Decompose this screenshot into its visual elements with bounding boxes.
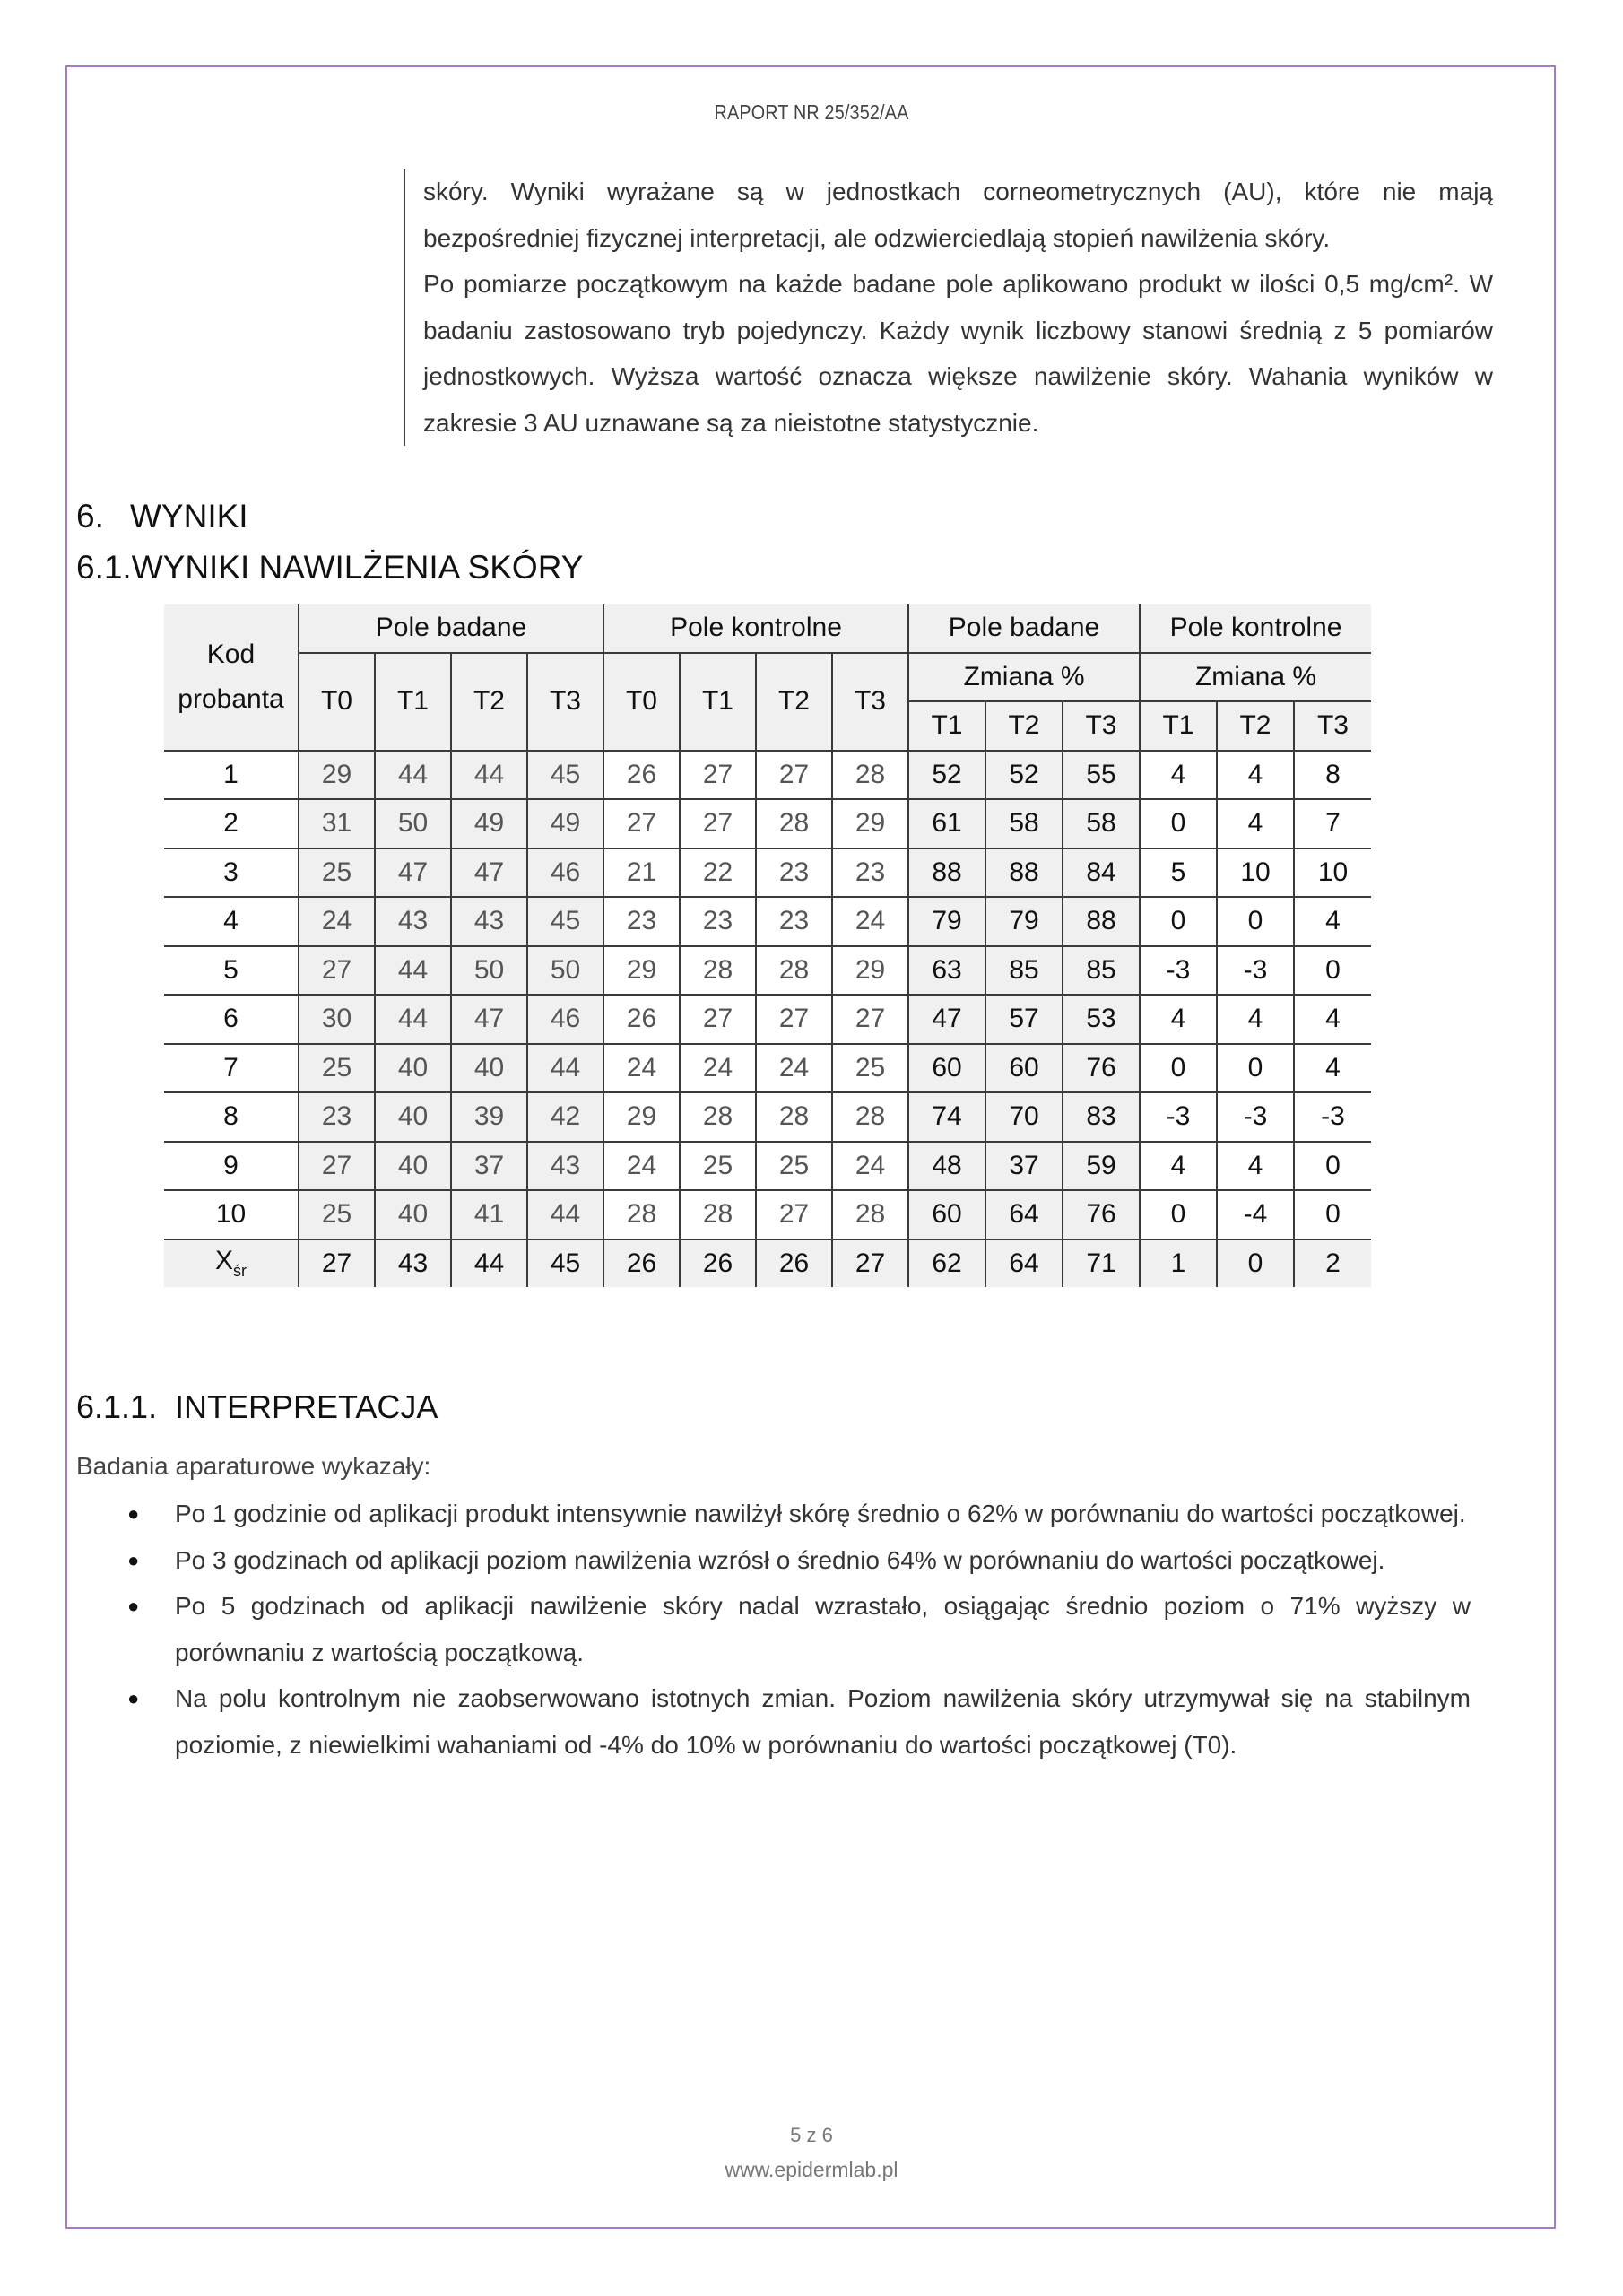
cell-tested-change: 88 [1063, 897, 1140, 946]
cell-tested-change: 59 [1063, 1142, 1140, 1191]
cell-tested-change: 79 [985, 897, 1063, 946]
list-item-text: Po 3 godzinach od aplikacji poziom nawilżenia wzrósł o średnio 64% w porównaniu do wartości początkowej. [175, 1545, 1385, 1574]
cell-tested-value: 40 [375, 1142, 451, 1191]
cell-control-change: 4 [1217, 799, 1294, 848]
cell-tested-value: 50 [451, 946, 527, 996]
cell-tested-value: 43 [451, 897, 527, 946]
cell-tested-change: 53 [1063, 995, 1140, 1044]
interpretation-lead: Badania aparaturowe wykazały: [76, 1452, 431, 1480]
cell-tested-change: 57 [985, 995, 1063, 1044]
cell-subject-code: 7 [164, 1044, 299, 1093]
table-row [164, 1092, 1371, 1142]
cell-tested-value: 40 [375, 1092, 451, 1142]
cell-control-value: 24 [832, 897, 908, 946]
cell-tested-value: 47 [375, 848, 451, 898]
header-time: T2 [451, 653, 527, 751]
cell-control-value: 28 [756, 1092, 832, 1142]
cell-control-change: 4 [1294, 1044, 1371, 1093]
mean-label-sub: śr [233, 1262, 247, 1281]
header-time: T2 [1217, 701, 1294, 751]
cell-control-value: 28 [832, 1190, 908, 1239]
table-row [164, 799, 1371, 848]
cell-control-change: 0 [1217, 1044, 1294, 1093]
header-code [164, 604, 299, 751]
section-heading-6-1-1 [76, 1388, 438, 1426]
cell-control-change: 10 [1217, 848, 1294, 898]
cell-tested-value: 43 [527, 1142, 603, 1191]
list-item-text: Na polu kontrolnym nie zaobserwowano istotnych zmian. Poziom nawilżenia skóry utrzymywał się na stabilnym poziomie, z niewielkimi wahaniami od -4% do 10% w porównaniu do wartości początkowej (T0). [175, 1684, 1471, 1759]
table-row-mean [164, 1239, 1371, 1288]
cell-tested-value: 25 [299, 1044, 375, 1093]
cell-tested-value: 23 [299, 1092, 375, 1142]
intro-paragraph: Po pomiarze początkowym na każde badane pole aplikowano produkt w ilości 0,5 mg/cm². W badaniu zastosowano tryb pojedynczy. Każdy wynik liczbowy stanowi średnią z 5 pomiarów jednostkowych. Wyższa wartość oznacza większe nawilżenie skóry. Wahania wyników w zakresie 3 AU uznawane są za nieistotne statystycznie. [423, 270, 1493, 437]
cell-control-change: 8 [1294, 751, 1371, 800]
cell-control-value: 28 [832, 1092, 908, 1142]
cell-control-value: 25 [832, 1044, 908, 1093]
cell-tested-value: 49 [451, 799, 527, 848]
header-group-control-change: Pole kontrolne [1140, 604, 1371, 653]
cell-control-change: -3 [1140, 1092, 1217, 1142]
cell-mean-tested-change: 71 [1063, 1239, 1140, 1288]
cell-control-value: 27 [603, 799, 680, 848]
cell-tested-value: 25 [299, 1190, 375, 1239]
cell-control-value: 27 [680, 995, 756, 1044]
cell-control-change: -3 [1294, 1092, 1371, 1142]
cell-control-change: -3 [1217, 946, 1294, 996]
cell-tested-value: 42 [527, 1092, 603, 1142]
cell-control-value: 23 [756, 897, 832, 946]
intro-text-block [404, 169, 1493, 446]
interpretation-block [76, 1446, 1471, 1768]
cell-mean-tested: 43 [375, 1239, 451, 1288]
cell-control-value: 28 [756, 946, 832, 996]
cell-control-value: 23 [603, 897, 680, 946]
cell-tested-value: 44 [375, 995, 451, 1044]
cell-tested-value: 30 [299, 995, 375, 1044]
list-item-text: Po 5 godzinach od aplikacji nawilżenie skóry nadal wzrastało, osiągając średnio poziom o 71% wyższy w porównaniu z wartością początkową. [175, 1592, 1471, 1666]
cell-tested-value: 44 [451, 751, 527, 800]
table-header-row [164, 653, 1371, 702]
header-time: T0 [299, 653, 375, 751]
cell-control-value: 28 [680, 1190, 756, 1239]
cell-control-change: 10 [1294, 848, 1371, 898]
cell-tested-value: 41 [451, 1190, 527, 1239]
cell-tested-change: 84 [1063, 848, 1140, 898]
table-row [164, 946, 1371, 996]
section-title: WYNIKI NAWILŻENIA SKÓRY [131, 549, 584, 586]
cell-tested-value: 40 [375, 1190, 451, 1239]
cell-tested-change: 64 [985, 1190, 1063, 1239]
cell-subject-code: 3 [164, 848, 299, 898]
report-number: RAPORT NR 25/352/AA [714, 100, 909, 124]
cell-control-value: 27 [756, 751, 832, 800]
mean-label-main: X [214, 1246, 233, 1276]
cell-mean-control-change: 0 [1217, 1239, 1294, 1288]
cell-tested-value: 37 [451, 1142, 527, 1191]
cell-control-value: 23 [680, 897, 756, 946]
cell-tested-change: 52 [985, 751, 1063, 800]
table-header-row [164, 604, 1371, 653]
cell-subject-code: 10 [164, 1190, 299, 1239]
cell-control-value: 29 [603, 1092, 680, 1142]
cell-control-value: 26 [603, 751, 680, 800]
header-group-control: Pole kontrolne [603, 604, 908, 653]
cell-subject-code: 4 [164, 897, 299, 946]
cell-subject-code: 6 [164, 995, 299, 1044]
header-time: T3 [832, 653, 908, 751]
cell-tested-change: 60 [985, 1044, 1063, 1093]
cell-control-value: 23 [756, 848, 832, 898]
cell-control-change: 4 [1217, 751, 1294, 800]
page-number: 5 z 6 [790, 2124, 833, 2146]
cell-tested-change: 52 [908, 751, 985, 800]
cell-tested-change: 55 [1063, 751, 1140, 800]
cell-tested-value: 46 [527, 995, 603, 1044]
cell-tested-value: 44 [375, 751, 451, 800]
table-row [164, 897, 1371, 946]
cell-tested-value: 40 [375, 1044, 451, 1093]
section-number: 6. [76, 498, 104, 535]
section-title: WYNIKI [130, 498, 248, 535]
cell-control-value: 28 [680, 1092, 756, 1142]
cell-tested-value: 24 [299, 897, 375, 946]
table-row [164, 848, 1371, 898]
cell-tested-value: 43 [375, 897, 451, 946]
cell-tested-value: 44 [527, 1044, 603, 1093]
cell-control-value: 26 [603, 995, 680, 1044]
header-time: T3 [1294, 701, 1371, 751]
list-item [76, 1583, 1471, 1675]
table-row [164, 995, 1371, 1044]
cell-mean-tested-change: 64 [985, 1239, 1063, 1288]
header-time: T1 [1140, 701, 1217, 751]
cell-tested-value: 45 [527, 897, 603, 946]
cell-control-value: 27 [756, 995, 832, 1044]
list-item [76, 1537, 1471, 1584]
cell-tested-value: 29 [299, 751, 375, 800]
header-change-label: Zmiana % [1140, 653, 1371, 702]
cell-tested-value: 39 [451, 1092, 527, 1142]
header-time: T1 [908, 701, 985, 751]
cell-control-change: -4 [1217, 1190, 1294, 1239]
cell-tested-change: 58 [985, 799, 1063, 848]
cell-control-value: 27 [680, 751, 756, 800]
cell-control-value: 27 [680, 799, 756, 848]
cell-control-value: 28 [832, 751, 908, 800]
cell-control-change: 0 [1140, 897, 1217, 946]
cell-tested-change: 74 [908, 1092, 985, 1142]
cell-control-value: 24 [832, 1142, 908, 1191]
bullet-icon: ● [127, 1687, 140, 1709]
cell-tested-value: 40 [451, 1044, 527, 1093]
cell-control-change: -3 [1217, 1092, 1294, 1142]
cell-mean-control: 26 [756, 1239, 832, 1288]
cell-tested-change: 37 [985, 1142, 1063, 1191]
cell-tested-value: 46 [527, 848, 603, 898]
section-number: 6.1. [76, 549, 132, 586]
cell-mean-tested: 44 [451, 1239, 527, 1288]
table-row [164, 1190, 1371, 1239]
header-code-line1: Kod [206, 639, 256, 669]
cell-control-value: 29 [603, 946, 680, 996]
cell-control-value: 24 [603, 1044, 680, 1093]
cell-subject-code: 1 [164, 751, 299, 800]
cell-control-value: 27 [756, 1190, 832, 1239]
interpretation-list [76, 1491, 1471, 1768]
cell-control-value: 24 [680, 1044, 756, 1093]
cell-tested-value: 45 [527, 751, 603, 800]
cell-control-change: 4 [1294, 897, 1371, 946]
cell-control-value: 21 [603, 848, 680, 898]
cell-tested-value: 47 [451, 995, 527, 1044]
cell-control-value: 25 [756, 1142, 832, 1191]
cell-control-change: 0 [1217, 897, 1294, 946]
cell-control-change: 4 [1217, 995, 1294, 1044]
cell-control-value: 28 [756, 799, 832, 848]
cell-control-value: 22 [680, 848, 756, 898]
table-row [164, 1142, 1371, 1191]
cell-control-change: 0 [1294, 1142, 1371, 1191]
header-time: T2 [756, 653, 832, 751]
header-time: T3 [1063, 701, 1140, 751]
cell-control-change: 4 [1140, 1142, 1217, 1191]
header-time: T2 [985, 701, 1063, 751]
cell-control-change: -3 [1140, 946, 1217, 996]
cell-mean-label [164, 1239, 299, 1288]
header-group-tested-change: Pole badane [908, 604, 1140, 653]
cell-control-value: 28 [680, 946, 756, 996]
cell-tested-change: 61 [908, 799, 985, 848]
header-time: T0 [603, 653, 680, 751]
cell-control-change: 4 [1140, 751, 1217, 800]
cell-mean-tested: 45 [527, 1239, 603, 1288]
header-time: T3 [527, 653, 603, 751]
cell-control-value: 23 [832, 848, 908, 898]
cell-tested-change: 60 [908, 1190, 985, 1239]
section-heading-6-1 [76, 549, 583, 587]
cell-control-value: 24 [603, 1142, 680, 1191]
cell-tested-change: 88 [985, 848, 1063, 898]
cell-control-change: 4 [1217, 1142, 1294, 1191]
cell-tested-change: 85 [985, 946, 1063, 996]
cell-subject-code: 8 [164, 1092, 299, 1142]
cell-tested-change: 83 [1063, 1092, 1140, 1142]
cell-control-value: 29 [832, 946, 908, 996]
cell-mean-tested-change: 62 [908, 1239, 985, 1288]
table-row [164, 1044, 1371, 1093]
header-time: T1 [375, 653, 451, 751]
cell-tested-change: 47 [908, 995, 985, 1044]
cell-tested-value: 44 [527, 1190, 603, 1239]
cell-control-change: 0 [1140, 1044, 1217, 1093]
cell-mean-control-change: 1 [1140, 1239, 1217, 1288]
cell-mean-control: 27 [832, 1239, 908, 1288]
cell-control-value: 29 [832, 799, 908, 848]
cell-control-change: 5 [1140, 848, 1217, 898]
cell-tested-value: 31 [299, 799, 375, 848]
intro-paragraph: skóry. Wyniki wyrażane są w jednostkach corneometrycznych (AU), które nie mają bezpośredniej fizycznej interpretacji, ale odzwierciedlają stopień nawilżenia skóry. [423, 178, 1493, 252]
cell-control-value: 24 [756, 1044, 832, 1093]
cell-tested-value: 50 [375, 799, 451, 848]
cell-control-change: 0 [1294, 946, 1371, 996]
cell-tested-value: 27 [299, 946, 375, 996]
cell-tested-change: 76 [1063, 1044, 1140, 1093]
cell-tested-change: 79 [908, 897, 985, 946]
bullet-icon: ● [127, 1595, 140, 1617]
list-item [76, 1491, 1471, 1537]
cell-tested-value: 49 [527, 799, 603, 848]
header-group-tested: Pole badane [299, 604, 603, 653]
cell-tested-value: 27 [299, 1142, 375, 1191]
cell-tested-value: 47 [451, 848, 527, 898]
cell-tested-change: 48 [908, 1142, 985, 1191]
section-number: 6.1.1. [76, 1388, 158, 1425]
cell-tested-change: 76 [1063, 1190, 1140, 1239]
cell-mean-tested: 27 [299, 1239, 375, 1288]
cell-control-change: 0 [1140, 1190, 1217, 1239]
cell-subject-code: 2 [164, 799, 299, 848]
cell-control-change: 0 [1140, 799, 1217, 848]
bullet-icon: ● [127, 1502, 140, 1525]
cell-subject-code: 9 [164, 1142, 299, 1191]
cell-tested-change: 88 [908, 848, 985, 898]
bullet-icon: ● [127, 1548, 140, 1571]
cell-tested-change: 58 [1063, 799, 1140, 848]
cell-control-value: 27 [832, 995, 908, 1044]
cell-control-change: 0 [1294, 1190, 1371, 1239]
skin-hydration-results-table [164, 604, 1371, 1287]
cell-tested-value: 44 [375, 946, 451, 996]
cell-mean-control-change: 2 [1294, 1239, 1371, 1288]
cell-mean-control: 26 [680, 1239, 756, 1288]
footer-website-link[interactable]: www.epidermlab.pl [725, 2158, 898, 2181]
cell-tested-change: 63 [908, 946, 985, 996]
cell-control-value: 25 [680, 1142, 756, 1191]
list-item [76, 1675, 1471, 1768]
cell-mean-control: 26 [603, 1239, 680, 1288]
cell-subject-code: 5 [164, 946, 299, 996]
cell-tested-change: 60 [908, 1044, 985, 1093]
cell-control-change: 4 [1140, 995, 1217, 1044]
cell-tested-value: 50 [527, 946, 603, 996]
cell-tested-change: 85 [1063, 946, 1140, 996]
section-heading-6 [76, 498, 248, 535]
cell-tested-value: 25 [299, 848, 375, 898]
table-row [164, 751, 1371, 800]
cell-control-change: 7 [1294, 799, 1371, 848]
header-change-label: Zmiana % [908, 653, 1140, 702]
cell-control-value: 28 [603, 1190, 680, 1239]
cell-control-change: 4 [1294, 995, 1371, 1044]
header-code-line2: probanta [178, 683, 284, 714]
header-time: T1 [680, 653, 756, 751]
list-item-text: Po 1 godzinie od aplikacji produkt intensywnie nawilżył skórę średnio o 62% w porównaniu do wartości początkowej. [175, 1500, 1466, 1527]
section-title: INTERPRETACJA [175, 1388, 438, 1425]
cell-tested-change: 70 [985, 1092, 1063, 1142]
